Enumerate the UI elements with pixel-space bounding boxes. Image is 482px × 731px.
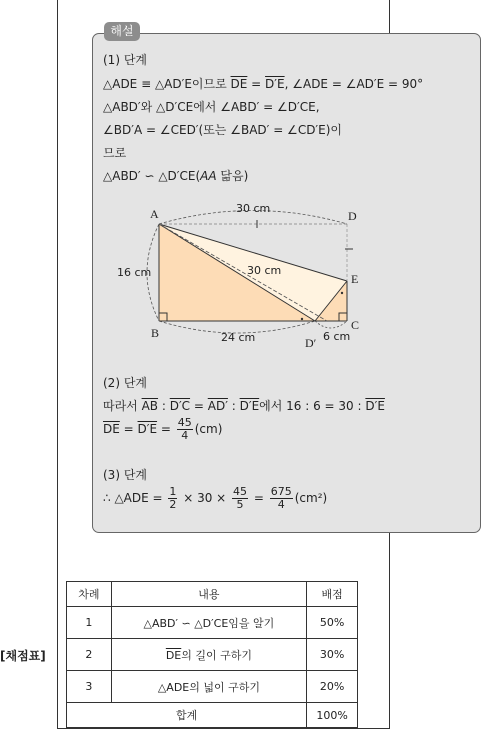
fraction-45-5: $\frac{45}{5}$	[233, 485, 248, 511]
folded-rectangle-figure	[113, 195, 373, 355]
step1-line5: △ABD′ ∽ △D′CE(AA 닮음)	[103, 169, 249, 183]
rubric-total-row	[67, 703, 358, 728]
step1-line3: ∠BD′A = ∠CED′(또는 ∠BAD′ = ∠CD′E)이	[103, 123, 343, 137]
rubric-header-content: 내용	[111, 582, 306, 607]
label-30cm-diag: 30 cm	[247, 264, 282, 277]
rubric-row-content: △ADE의 넓이 구하기	[111, 671, 306, 703]
label-30cm-top: 30 cm	[236, 202, 271, 215]
step3-heading: (3) 단계	[103, 468, 147, 482]
step1-line1: △ADE ≡ △AD′E이므로 $\overline{DE} = D'E$, ∠ADE = ∠AD′E = 90°	[103, 77, 424, 91]
rubric-row-no: 3	[67, 671, 112, 703]
label-e: E	[351, 272, 359, 286]
rubric-row-no: 2	[67, 639, 112, 671]
step1-line2: △ABD′와 △D′CE에서 ∠ABD′ = ∠D′CE,	[103, 100, 320, 114]
step2-heading: (2) 단계	[103, 376, 147, 390]
step1-heading: (1) 단계	[103, 53, 147, 67]
angle-dot-e	[341, 292, 343, 294]
rubric-row-score: 20%	[307, 671, 358, 703]
label-b: B	[151, 326, 160, 340]
small-dimension-arc	[315, 321, 347, 328]
label-a: A	[150, 207, 159, 221]
rubric-table	[66, 581, 358, 728]
rubric-header-no: 차례	[67, 582, 112, 607]
label-16cm: 16 cm	[117, 266, 152, 279]
fraction-1-2: $\frac{1}{2}$	[169, 485, 177, 511]
fraction-45-4: $\frac{45}{4}$	[177, 416, 192, 442]
label-d-prime: D′	[305, 336, 317, 350]
label-c: C	[351, 318, 360, 332]
rubric-row-score: 30%	[307, 639, 358, 671]
step1-line4: 므로	[103, 146, 127, 160]
angle-dot-d	[301, 318, 303, 320]
rubric-row-no: 1	[67, 607, 112, 639]
step2-line2: $\overline{DE} = D'E$ = $\frac{45}{4}$ (cm)	[103, 416, 223, 442]
solution-tag: 해설	[104, 22, 140, 41]
rubric-row-content: $\overline{DE}$의 길이 구하기	[111, 639, 306, 671]
label-24cm: 24 cm	[221, 331, 256, 344]
fraction-675-4: $\frac{675}{4}$	[270, 485, 292, 511]
rubric-row	[67, 607, 358, 639]
rubric-total-score: 100%	[307, 703, 358, 728]
rubric-row	[67, 671, 358, 703]
rubric-header-row	[67, 582, 358, 607]
label-d: D	[348, 209, 357, 223]
label-6cm: 6 cm	[323, 330, 351, 343]
rubric-row-score: 50%	[307, 607, 358, 639]
rubric-total-label: 합계	[67, 703, 307, 728]
step3-line1: ∴ △ADE = $\frac{1}{2}$ × 30 × $\frac{45}{5}$ = $\frac{675}{4}$ (cm²)	[103, 485, 328, 511]
rubric-row-content: △ABD′ ∽ △D′CE임을 알기	[111, 607, 306, 639]
step2-line1: 따라서 $\overline{AB}$ : D′C = AD′ : D′E에서 16 : 6 = 30 : D′E	[103, 399, 385, 413]
rubric-header-score: 배점	[307, 582, 358, 607]
rubric-row	[67, 639, 358, 671]
rubric-label: [채점표]	[0, 649, 46, 663]
